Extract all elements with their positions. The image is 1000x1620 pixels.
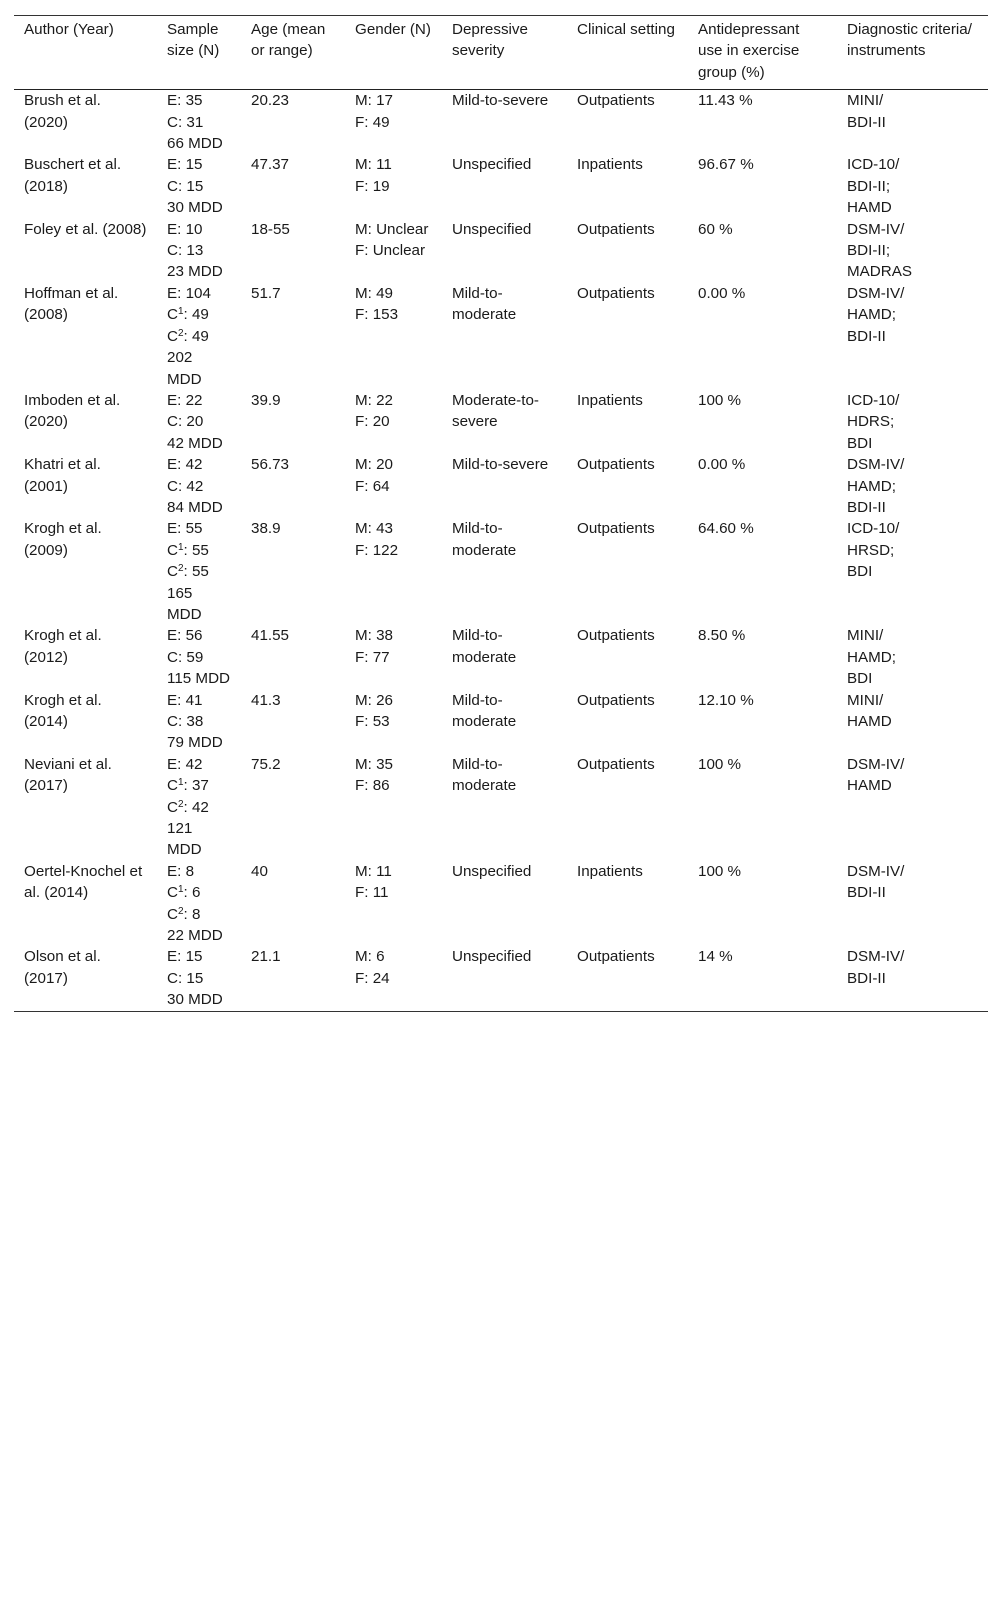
cell-author: Oertel-Knochel et al. (2014) (24, 862, 143, 902)
col-header-author: Author (Year) (24, 21, 114, 38)
cell-setting: Outpatients (577, 220, 655, 238)
cell-sample: E: 42 C: 42 84 MDD (167, 456, 223, 516)
cell-sample: E: 55 $C^1$: 55 $C^2$: 55 165 MDD (167, 520, 209, 623)
cell-sample: E: 8 $C^1$: 6 $C^2$: 8 22 MDD (167, 862, 223, 945)
cell-sample: E: 35 C: 31 66 MDD (167, 92, 223, 153)
cell-age: 18-55 (251, 220, 290, 238)
table-row (14, 454, 988, 518)
cell-sample: E: 56 C: 59 115 MDD (167, 627, 231, 688)
cell-severity: Mild-to-severe (452, 456, 549, 474)
cell-setting: Outpatients (577, 755, 655, 773)
table-row (14, 861, 988, 947)
cell-setting: Inpatients (577, 862, 643, 880)
cell-author: Krogh et al. (2014) (24, 691, 102, 730)
cell-criteria: DSM-IV/ BDI-II (847, 862, 905, 902)
cell-gender: M: 49 F: 153 (355, 284, 399, 324)
cell-setting: Outpatients (577, 520, 655, 538)
cell-author: Brush et al. (2020) (24, 92, 101, 131)
cell-criteria: MINI/ BDI-II (847, 92, 886, 131)
table-row (14, 625, 988, 689)
cell-setting: Inpatients (577, 156, 643, 174)
cell-criteria: DSM-IV/ HAMD; BDI-II (847, 284, 905, 345)
cell-severity: Mild-to-severe (452, 92, 549, 110)
cell-criteria: DSM-IV/ HAMD; BDI-II (847, 456, 905, 516)
cell-severity: Unspecified (452, 220, 532, 238)
cell-author: Foley et al. (2008) (24, 220, 147, 238)
cell-gender: M: 35 F: 86 (355, 755, 393, 795)
cell-author: Neviani et al. (2017) (24, 755, 112, 795)
cell-gender: M: 11 F: 19 (355, 156, 392, 195)
table-row (14, 690, 988, 754)
cell-age: 39.9 (251, 391, 281, 409)
cell-sample: E: 10 C: 13 23 MDD (167, 220, 223, 281)
cell-antidepressant: 100 % (698, 755, 742, 773)
cell-severity: Mild-to-moderate (452, 284, 517, 324)
cell-antidepressant: 60 % (698, 220, 733, 238)
table-row (14, 946, 988, 1011)
cell-gender: M: 38 F: 77 (355, 627, 393, 666)
table-row (14, 90, 988, 155)
cell-age: 41.55 (251, 627, 290, 645)
cell-criteria: DSM-IV/ HAMD (847, 755, 905, 795)
cell-gender: M: 20 F: 64 (355, 456, 393, 495)
table-row (14, 283, 988, 390)
cell-author: Hoffman et al. (2008) (24, 284, 119, 324)
cell-antidepressant: 11.43 % (698, 92, 753, 110)
cell-age: 47.37 (251, 156, 290, 174)
cell-gender: M: 22 F: 20 (355, 391, 393, 431)
cell-antidepressant: 12.10 % (698, 691, 754, 709)
cell-criteria: ICD-10/ BDI-II; HAMD (847, 156, 900, 217)
cell-author: Imboden et al. (2020) (24, 391, 121, 431)
col-header-antidepressant: Antidepressant use in exercise group (%) (698, 21, 800, 81)
cell-sample: E: 15 C: 15 30 MDD (167, 156, 223, 217)
table-row (14, 154, 988, 218)
cell-severity: Unspecified (452, 948, 532, 966)
cell-criteria: DSM-IV/ BDI-II (847, 948, 905, 987)
cell-antidepressant: 0.00 % (698, 456, 746, 474)
cell-criteria: MINI/ HAMD (847, 691, 892, 730)
cell-setting: Outpatients (577, 691, 655, 709)
table-row (14, 390, 988, 454)
cell-sample: E: 42 $C^1$: 37 $C^2$: 42 121 MDD (167, 755, 209, 859)
cell-setting: Outpatients (577, 456, 655, 474)
table-row (14, 754, 988, 861)
cell-age: 41.3 (251, 691, 281, 709)
cell-author: Olson et al. (2017) (24, 948, 101, 987)
cell-age: 21.1 (251, 948, 281, 966)
cell-criteria: DSM-IV/ BDI-II; MADRAS (847, 220, 912, 281)
col-header-gender: Gender (N) (355, 21, 431, 38)
cell-author: Krogh et al. (2009) (24, 520, 102, 559)
cell-age: 20.23 (251, 92, 290, 110)
cell-criteria: ICD-10/ HRSD; BDI (847, 520, 900, 581)
cell-criteria: MINI/ HAMD; BDI (847, 627, 896, 688)
cell-age: 75.2 (251, 755, 281, 773)
studies-table (14, 15, 988, 1012)
cell-severity: Unspecified (452, 156, 532, 174)
cell-gender: M: 17 F: 49 (355, 92, 393, 131)
cell-antidepressant: 0.00 % (698, 284, 746, 302)
cell-severity: Moderate-to-severe (452, 391, 539, 431)
cell-age: 40 (251, 862, 268, 880)
cell-antidepressant: 14 % (698, 948, 733, 966)
cell-age: 38.9 (251, 520, 281, 538)
cell-setting: Outpatients (577, 627, 655, 645)
cell-setting: Outpatients (577, 284, 655, 302)
cell-severity: Mild-to-moderate (452, 691, 517, 730)
header-row (14, 16, 988, 90)
table-row (14, 219, 988, 283)
cell-antidepressant: 100 % (698, 862, 742, 880)
col-header-sample: Sample size (N) (167, 21, 220, 60)
table-container (14, 15, 988, 1012)
table-row (14, 518, 988, 625)
cell-sample: E: 104 $C^1$: 49 $C^2$: 49 202 MDD (167, 284, 211, 388)
cell-sample: E: 41 C: 38 79 MDD (167, 691, 223, 752)
col-header-setting: Clinical setting (577, 21, 675, 38)
cell-gender: M: 6 F: 24 (355, 948, 390, 987)
col-header-severity: Depressive severity (452, 21, 528, 60)
col-header-criteria: Diagnostic criteria/ instruments (847, 21, 972, 60)
col-header-age: Age (mean or range) (251, 21, 326, 60)
cell-severity: Mild-to-moderate (452, 627, 517, 666)
cell-antidepressant: 100 % (698, 391, 742, 409)
cell-gender: M: 11 F: 11 (355, 862, 392, 902)
cell-author: Buschert et al. (2018) (24, 156, 122, 195)
cell-gender: M: Unclear F: Unclear (355, 220, 429, 260)
cell-severity: Mild-to-moderate (452, 755, 517, 795)
cell-antidepressant: 8.50 % (698, 627, 746, 645)
cell-gender: M: 26 F: 53 (355, 691, 393, 730)
cell-sample: E: 15 C: 15 30 MDD (167, 948, 223, 1009)
cell-author: Khatri et al. (2001) (24, 456, 101, 495)
cell-severity: Unspecified (452, 862, 532, 880)
cell-criteria: ICD-10/ HDRS; BDI (847, 391, 900, 452)
cell-antidepressant: 64.60 % (698, 520, 754, 538)
cell-age: 51.7 (251, 284, 281, 302)
cell-setting: Inpatients (577, 391, 643, 409)
cell-antidepressant: 96.67 % (698, 156, 754, 174)
cell-setting: Outpatients (577, 948, 655, 966)
cell-sample: E: 22 C: 20 42 MDD (167, 391, 223, 452)
cell-setting: Outpatients (577, 92, 655, 110)
cell-severity: Mild-to-moderate (452, 520, 517, 559)
cell-age: 56.73 (251, 456, 290, 474)
cell-author: Krogh et al. (2012) (24, 627, 102, 666)
cell-gender: M: 43 F: 122 (355, 520, 399, 559)
